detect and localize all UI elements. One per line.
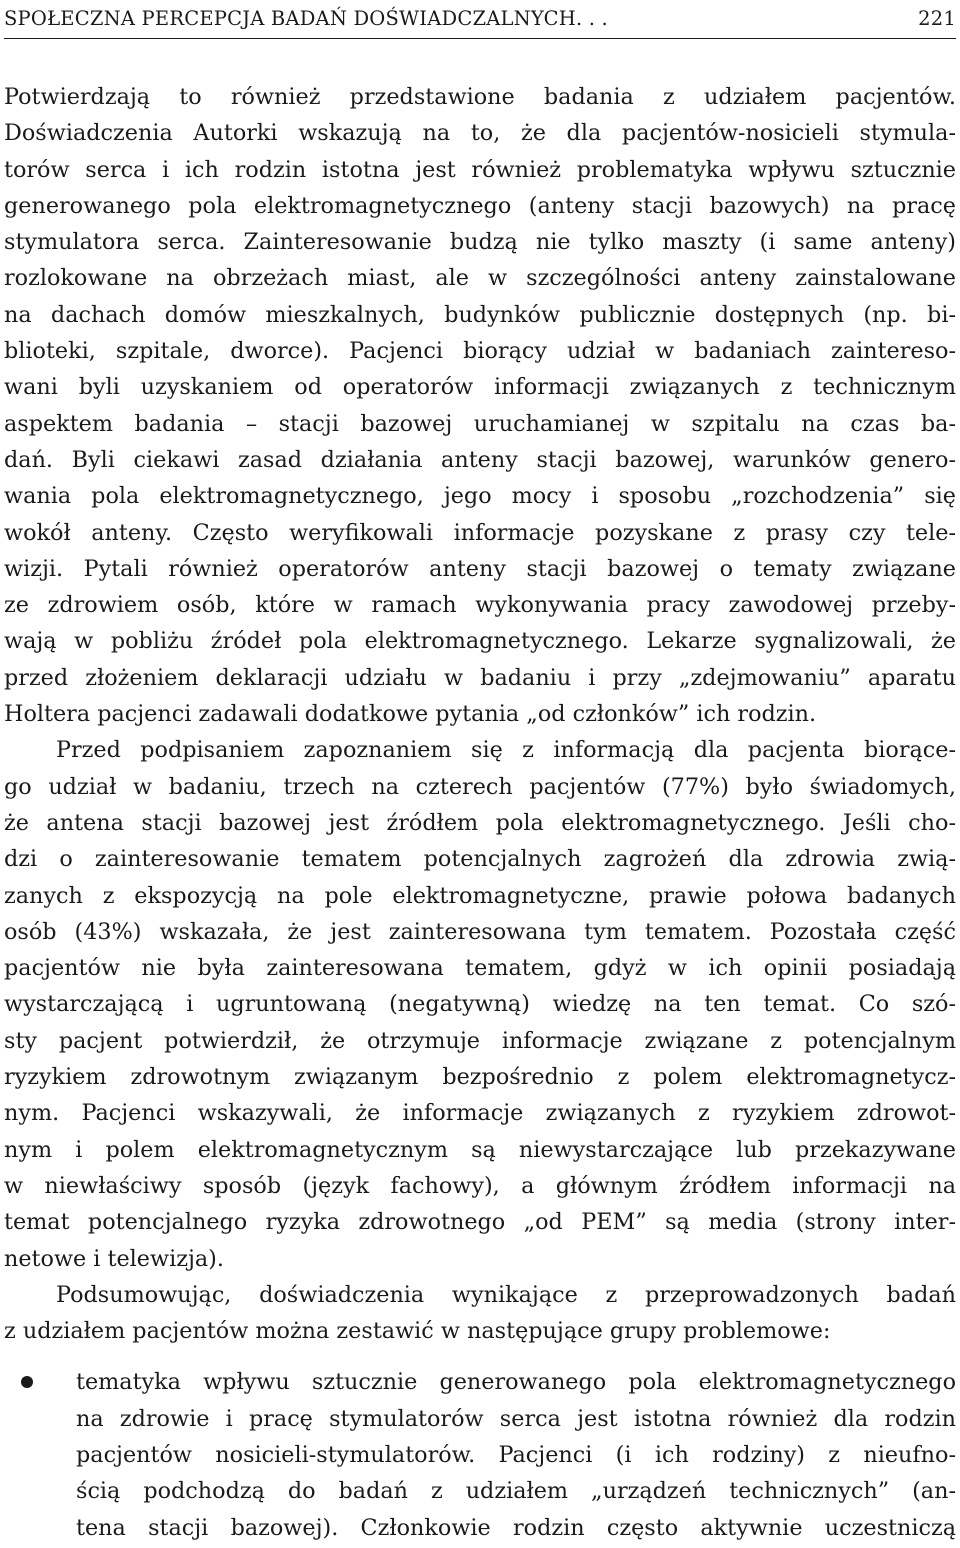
running-title: SPOŁECZNA PERCEPCJA BADAŃ DOŚWIADCZALNYCH. . . bbox=[4, 6, 608, 30]
text-line: tena stacji bazowej). Członkowie rodzin często aktywnie uczestniczą bbox=[76, 1514, 956, 1541]
text-line: ryzykiem zdrowotnym związanym bezpośrednio z polem elektromagnetycz- bbox=[4, 1064, 956, 1091]
text-line: Przed podpisaniem zapoznaniem się z informacją dla pacjenta biorące- bbox=[56, 737, 956, 764]
text-line: Doświadczenia Autorki wskazują na to, że dla pacjentów-nosicieli stymula- bbox=[4, 120, 956, 147]
running-header bbox=[4, 3, 956, 33]
bullet-icon bbox=[21, 1376, 33, 1388]
text-line: tematyka wpływu sztucznie generowanego pola elektromagnetycznego bbox=[76, 1369, 956, 1396]
text-line: nym. Pacjenci wskazywali, że informacje związanych z ryzykiem zdrowot- bbox=[4, 1100, 956, 1127]
text-line: ze zdrowiem osób, które w ramach wykonywania pracy zawodowej przeby- bbox=[4, 592, 956, 619]
text-line: stymulatora serca. Zainteresowanie budzą nie tylko maszty (i same anteny) bbox=[4, 229, 956, 256]
text-line: generowanego pola elektromagnetycznego (anteny stacji bazowych) na pracę bbox=[4, 192, 956, 219]
text-line: go udział w badaniu, trzech na czterech pacjentów (77%) było świadomych, bbox=[4, 773, 956, 800]
bullet-list bbox=[4, 1364, 956, 1545]
body-text bbox=[4, 79, 956, 1546]
paragraph-1 bbox=[4, 79, 956, 732]
text-line: w niewłaściwy sposób (język fachowy), a głównym źródłem informacji na bbox=[4, 1172, 956, 1199]
text-line: zanych z ekspozycją na pole elektromagnetyczne, prawie połowa badanych bbox=[4, 882, 956, 909]
text-line: nym i polem elektromagnetycznym są niewystarczające lub przekazywane bbox=[4, 1136, 956, 1163]
text-line: wają w pobliżu źródeł pola elektromagnetycznego. Lekarze sygnalizowali, że bbox=[4, 628, 956, 655]
text-line: aspektem badania – stacji bazowej uruchamianej w szpitalu na czas ba- bbox=[4, 410, 956, 437]
text-line: Potwierdzają to również przedstawione badania z udziałem pacjentów. bbox=[4, 84, 956, 110]
list-item bbox=[4, 1364, 956, 1545]
text-line: dzi o zainteresowanie tematem potencjalnych zagrożeń dla zdrowia zwią- bbox=[4, 846, 956, 873]
text-line: przed złożeniem deklaracji udziału w badaniu i przy „zdejmowaniu” aparatu bbox=[4, 664, 956, 691]
header-rule bbox=[4, 38, 956, 39]
text-line: na dachach domów mieszkalnych, budynków publicznie dostępnych (np. bi- bbox=[4, 301, 956, 328]
text-line: sty pacjent potwierdził, że otrzymuje informacje związane z potencjalnym bbox=[4, 1027, 956, 1054]
text-line: netowe i telewizja). bbox=[4, 1245, 224, 1272]
text-line: pacjentów nie była zainteresowana tematem, gdyż w ich opinii posiadają bbox=[4, 955, 956, 982]
text-line: Holtera pacjenci zadawali dodatkowe pytania „od członków” ich rodzin. bbox=[4, 701, 817, 728]
text-line: rozlokowane na obrzeżach miast, ale w szczególności anteny zainstalowane bbox=[4, 265, 956, 292]
text-line: pacjentów nosicieli-stymulatorów. Pacjenci (i ich rodziny) z nieufno- bbox=[76, 1441, 956, 1468]
text-line: temat potencjalnego ryzyka zdrowotnego „od PEM” są media (strony inter- bbox=[4, 1209, 956, 1236]
text-line: ścią podchodzą do badań z udziałem „urządzeń technicznych” (an- bbox=[76, 1478, 956, 1505]
text-line: osób (43%) wskazała, że jest zainteresowana tym tematem. Pozostała część bbox=[4, 918, 956, 945]
text-line: wokół anteny. Często weryfikowali informacje pozyskane z prasy czy tele- bbox=[4, 519, 956, 546]
text-line: wania pola elektromagnetycznego, jego mocy i sposobu „rozchodzenia” się bbox=[4, 483, 956, 510]
text-line: torów serca i ich rodzin istotna jest również problematyka wpływu sztucznie bbox=[4, 156, 956, 183]
paragraph-3 bbox=[4, 1277, 956, 1350]
text-line: wani byli uzyskaniem od operatorów informacji związanych z technicznym bbox=[4, 374, 956, 401]
text-line: z udziałem pacjentów można zestawić w następujące grupy problemowe: bbox=[4, 1318, 831, 1345]
text-line: wizji. Pytali również operatorów anteny stacji bazowej o tematy związane bbox=[4, 555, 956, 582]
text-line: że antena stacji bazowej jest źródłem pola elektromagnetycznego. Jeśli cho- bbox=[4, 809, 956, 836]
document-page bbox=[4, 0, 956, 1548]
text-line: blioteki, szpitale, dworce). Pacjenci biorący udział w badaniach zaintereso- bbox=[4, 338, 956, 365]
page-number: 221 bbox=[918, 6, 956, 30]
text-line: Podsumowując, doświadczenia wynikające z przeprowadzonych badań bbox=[56, 1281, 956, 1308]
text-line: wystarczającą i ugruntowaną (negatywną) wiedzę na ten temat. Co szó- bbox=[4, 991, 956, 1018]
text-line: na zdrowie i pracę stymulatorów serca jest istotna również dla rodzin bbox=[76, 1405, 956, 1432]
text-line: dań. Byli ciekawi zasad działania anteny stacji bazowej, warunków genero- bbox=[4, 446, 956, 473]
paragraph-2 bbox=[4, 732, 956, 1276]
